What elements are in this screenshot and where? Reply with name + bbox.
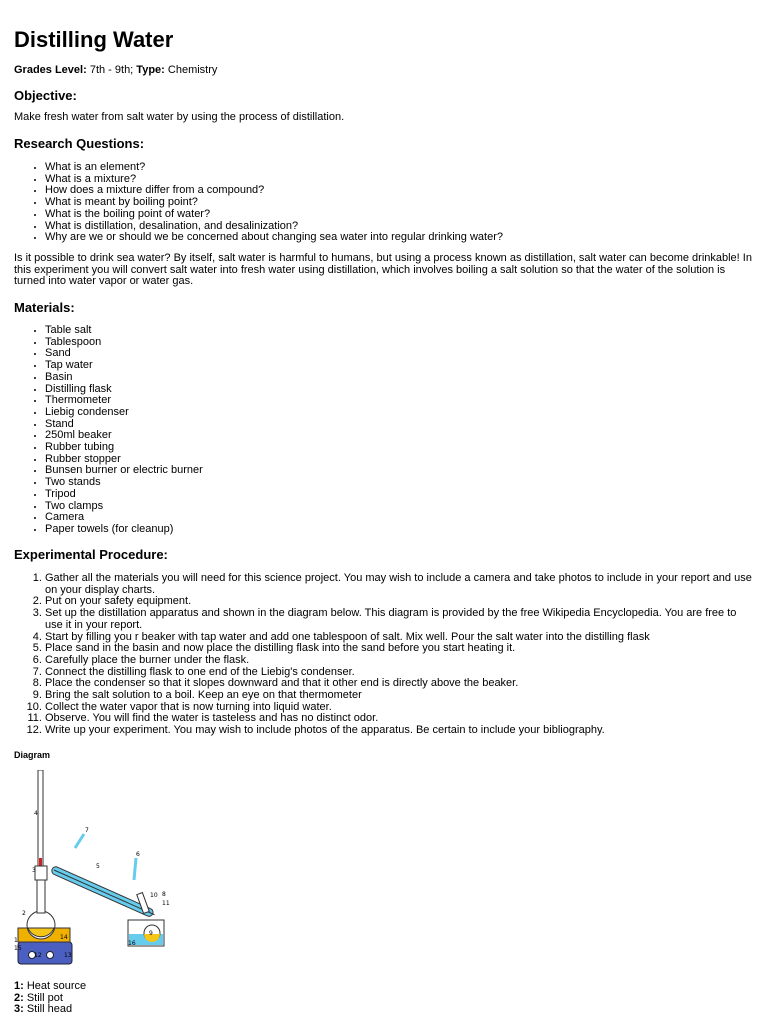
label-5: 5 [96, 863, 100, 870]
legend-item [14, 1004, 86, 1016]
material-item: • Stand [45, 419, 754, 431]
label-11: 11 [162, 900, 170, 907]
label-3: 3 [32, 867, 36, 874]
procedure-step: 12. Write up your experiment. You may wish to include photos of the apparatus. Be certain to include your bibliography. [45, 725, 754, 737]
research-list [14, 162, 754, 244]
procedure-list [14, 573, 754, 737]
material-item: • Tripod [45, 489, 754, 501]
research-question-item: • What is distillation, desalination, and desalinization? [45, 221, 754, 233]
objective-text: Make fresh water from salt water by using the process of distillation. [14, 111, 345, 123]
procedure-step: 11. Observe. You will find the water is tasteless and has no distinct odor. [45, 713, 754, 725]
material-item: • 250ml beaker [45, 430, 754, 442]
procedure-step: 10. Collect the water vapor that is now turning into liquid water. [45, 702, 754, 714]
research-question-item: • What is the boiling point of water? [45, 209, 754, 221]
research-question-item: • Why are we or should we be concerned about changing sea water into regular drinking water? [45, 232, 754, 244]
material-item: • Two stands [45, 477, 754, 489]
material-item: • Rubber tubing [45, 442, 754, 454]
legend-number: 3: [14, 1003, 24, 1016]
label-16: 16 [128, 940, 136, 947]
materials-list [14, 325, 754, 536]
label-2: 2 [22, 910, 26, 917]
research-question-item: • What is an element? [45, 162, 754, 174]
material-item: • Two clamps [45, 501, 754, 513]
label-7: 7 [85, 827, 89, 834]
material-item: • Tablespoon [45, 337, 754, 349]
distillation-apparatus-diagram [14, 770, 184, 970]
materials-heading: Materials: [14, 300, 75, 315]
label-12: 12 [34, 952, 42, 959]
label-13: 13 [64, 952, 72, 959]
research-heading: Research Questions: [14, 136, 145, 151]
procedure-step: 9. Bring the salt solution to a boil. Keep an eye on that thermometer [45, 690, 754, 702]
procedure-step: 7. Connect the distilling flask to one end of the Liebig's condenser. [45, 667, 754, 679]
type-label: Type: [136, 64, 165, 76]
procedure-step: 8. Place the condenser so that it slopes downward and that it other end is directly above the beaker. [45, 678, 754, 690]
legend-number: 1: [14, 980, 24, 992]
material-item: • Sand [45, 348, 754, 360]
grades-label: Grades Level: [14, 64, 87, 76]
research-question-item: • How does a mixture differ from a compound? [45, 185, 754, 197]
label-15: 15 [14, 945, 22, 952]
label-8: 8 [162, 891, 166, 898]
label-1: 1 [14, 937, 18, 944]
procedure-step: 2. Put on your safety equipment. [45, 596, 754, 608]
grades-value: 7th - 9th; [86, 64, 137, 76]
research-question-item: • What is a mixture? [45, 174, 754, 186]
material-item: • Tap water [45, 360, 754, 372]
type-value: Chemistry [164, 64, 218, 76]
research-question-item: • What is meant by boiling point? [45, 197, 754, 209]
label-6: 6 [136, 851, 140, 858]
procedure-step: 3. Set up the distillation apparatus and shown in the diagram below. This diagram is provided by the free Wikipedia Encyclopedia. You are free to use it in your report. [45, 608, 754, 631]
procedure-step: 6. Carefully place the burner under the flask. [45, 655, 754, 667]
objective-heading: Objective: [14, 88, 77, 103]
page-title: Distilling Water [14, 27, 174, 52]
legend-text: Still pot [23, 991, 63, 1004]
procedure-step: 5. Place sand in the basin and now place the distilling flask into the sand before you start heating it. [45, 643, 754, 655]
procedure-step: 4. Start by filling you r beaker with tap water and add one tablespoon of salt. Mix well. Pour the salt water into the distilling flask [45, 632, 754, 644]
procedure-heading: Experimental Procedure: [14, 547, 168, 562]
label-9: 9 [149, 930, 153, 937]
material-item: • Distilling flask [45, 384, 754, 396]
legend-text: Still head [23, 1003, 73, 1016]
intro-paragraph: Is it possible to drink sea water? By itself, salt water is harmful to humans, but using a process known as distillation, salt water can become drinkable! In this experiment you will convert salt water into fresh water using distillation, which involves boiling a salt solution so that the water of the solution is turned into water vapor or water gas. [14, 252, 752, 288]
material-item: • Camera [45, 512, 754, 524]
label-10: 10 [150, 892, 158, 899]
procedure-step: 1. Gather all the materials you will need for this science project. You may wish to include a camera and take photos to include in your report and use on your display charts. [45, 573, 754, 596]
material-item: • Paper towels (for cleanup) [45, 524, 754, 536]
material-item: • Basin [45, 372, 754, 384]
label-4: 4 [34, 810, 38, 817]
material-item: • Thermometer [45, 395, 754, 407]
diagram-heading: Diagram [14, 750, 51, 760]
label-14: 14 [60, 934, 68, 941]
meta-line [14, 64, 217, 77]
legend-number: 2: [14, 991, 24, 1004]
material-item: • Rubber stopper [45, 454, 754, 466]
material-item: • Table salt [45, 325, 754, 337]
legend-text: Heat source [23, 980, 87, 992]
diagram-legend [14, 981, 86, 1016]
material-item: • Liebig condenser [45, 407, 754, 419]
material-item: • Bunsen burner or electric burner [45, 465, 754, 477]
